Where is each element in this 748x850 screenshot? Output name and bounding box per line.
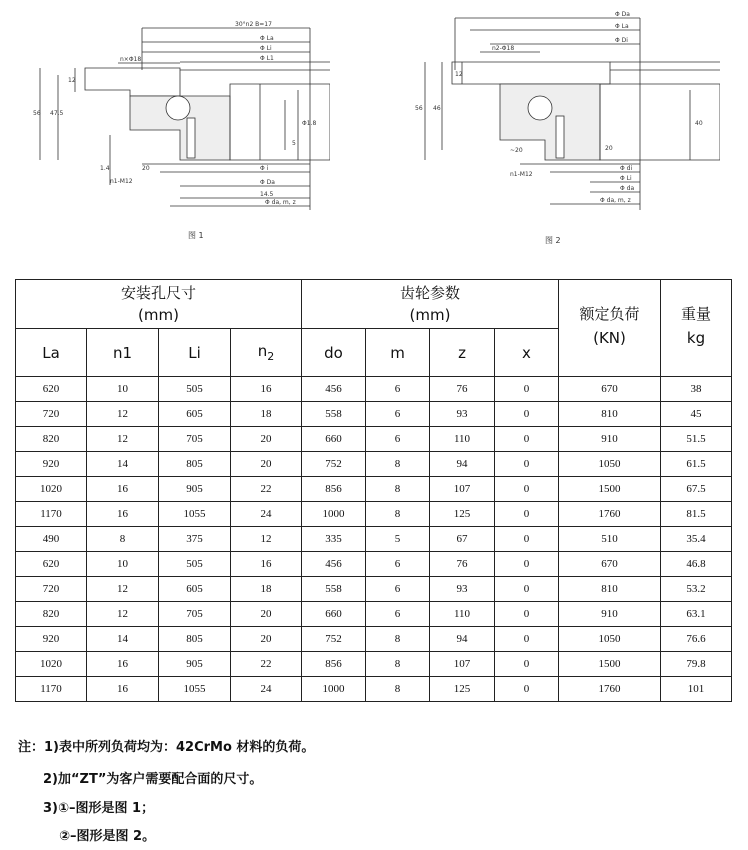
table-cell: 558 xyxy=(302,577,366,602)
table-cell: 6 xyxy=(366,427,430,452)
table-row xyxy=(16,377,732,402)
table-cell: 670 xyxy=(559,377,661,402)
fig2-dim-label: Φ da xyxy=(620,185,635,192)
col-header-Li: Li xyxy=(159,329,231,377)
table-cell: 6 xyxy=(366,377,430,402)
table-cell: 660 xyxy=(302,427,366,452)
table-cell: 510 xyxy=(559,527,661,552)
table-cell: 820 xyxy=(16,602,87,627)
note-3: 3)①–图形是图 1； xyxy=(43,801,155,816)
group-unit: (mm) xyxy=(138,306,179,324)
table-cell: 0 xyxy=(495,477,559,502)
table-cell: 856 xyxy=(302,652,366,677)
table-cell: 94 xyxy=(430,452,495,477)
fig2-dim-label: 46 xyxy=(433,105,441,112)
table-cell: 720 xyxy=(16,577,87,602)
fig2-dim-label: 12 xyxy=(455,71,463,78)
table-cell: 705 xyxy=(159,427,231,452)
table-cell: 51.5 xyxy=(661,427,732,452)
table-cell: 93 xyxy=(430,577,495,602)
fig1-dim-label: 30°n2 B=17 xyxy=(235,21,272,28)
fig2-dim-label: 40 xyxy=(695,120,703,127)
table-cell: 38 xyxy=(661,377,732,402)
table-cell: 8 xyxy=(366,627,430,652)
table-cell: 107 xyxy=(430,652,495,677)
table-cell: 5 xyxy=(366,527,430,552)
table-cell: 1170 xyxy=(16,502,87,527)
table-cell: 905 xyxy=(159,477,231,502)
n2-subscript: 2 xyxy=(267,350,275,363)
table-cell: 705 xyxy=(159,602,231,627)
figure-1-drawing xyxy=(30,0,330,250)
table-row xyxy=(16,602,732,627)
table-cell: 67 xyxy=(430,527,495,552)
note-4: ②–图形是图 2。 xyxy=(59,829,156,844)
fig2-dim-label: Φ Da xyxy=(615,11,630,18)
table-cell: 1050 xyxy=(559,627,661,652)
table-cell: 107 xyxy=(430,477,495,502)
fig1-dim-label: Φ Da xyxy=(260,179,275,186)
table-row xyxy=(16,627,732,652)
fig1-dim-label: 1.4 xyxy=(100,165,110,172)
table-cell: 93 xyxy=(430,402,495,427)
table-cell: 16 xyxy=(231,377,302,402)
fig2-dim-label: n2-Φ18 xyxy=(492,45,515,52)
header-title: 额定负荷 xyxy=(579,305,640,323)
table-cell: 0 xyxy=(495,552,559,577)
group-unit: (mm) xyxy=(409,306,451,324)
table-row xyxy=(16,402,732,427)
table-cell: 20 xyxy=(231,427,302,452)
table-row xyxy=(16,552,732,577)
fig1-dim-label: 56 xyxy=(33,110,41,117)
table-cell: 45 xyxy=(661,402,732,427)
table-cell: 8 xyxy=(366,502,430,527)
table-cell: 810 xyxy=(559,402,661,427)
table-cell: 0 xyxy=(495,502,559,527)
table-cell: 1020 xyxy=(16,652,87,677)
table-cell: 67.5 xyxy=(661,477,732,502)
table-cell: 605 xyxy=(159,402,231,427)
table-cell: 63.1 xyxy=(661,602,732,627)
table-cell: 24 xyxy=(231,502,302,527)
table-cell: 920 xyxy=(16,452,87,477)
col-header-n2 xyxy=(231,329,302,377)
fig2-dim-label: 56 xyxy=(415,105,423,112)
col-header-z: z xyxy=(430,329,495,377)
table-cell: 8 xyxy=(366,477,430,502)
table-cell: 1760 xyxy=(559,502,661,527)
table-cell: 12 xyxy=(87,577,159,602)
table-cell: 856 xyxy=(302,477,366,502)
table-row xyxy=(16,452,732,477)
table-cell: 79.8 xyxy=(661,652,732,677)
table-cell: 6 xyxy=(366,402,430,427)
table-cell: 752 xyxy=(302,452,366,477)
table-cell: 1055 xyxy=(159,502,231,527)
table-cell: 0 xyxy=(495,602,559,627)
table-cell: 6 xyxy=(366,552,430,577)
fig1-dim-label: Φ La xyxy=(260,35,274,42)
table-row xyxy=(16,652,732,677)
table-cell: 670 xyxy=(559,552,661,577)
col-header-do: do xyxy=(302,329,366,377)
table-row xyxy=(16,477,732,502)
fig1-dim-label: 12 xyxy=(68,77,76,84)
table-cell: 16 xyxy=(87,677,159,702)
header-unit: (KN) xyxy=(593,329,626,347)
table-cell: 61.5 xyxy=(661,452,732,477)
table-cell: 10 xyxy=(87,377,159,402)
table-cell: 0 xyxy=(495,677,559,702)
table-cell: 20 xyxy=(231,627,302,652)
table-cell: 16 xyxy=(231,552,302,577)
fig2-caption: 图 2 xyxy=(545,236,561,245)
table-cell: 1050 xyxy=(559,452,661,477)
table-cell: 16 xyxy=(87,477,159,502)
fig2-dim-label: Φ La xyxy=(615,23,629,30)
table-cell: 605 xyxy=(159,577,231,602)
table-cell: 6 xyxy=(366,577,430,602)
fig1-dim-label: Φ Li xyxy=(260,45,272,52)
table-row xyxy=(16,577,732,602)
rated-load-header xyxy=(559,280,661,377)
table-cell: 752 xyxy=(302,627,366,652)
table-cell: 125 xyxy=(430,677,495,702)
table-cell: 20 xyxy=(231,602,302,627)
table-cell: 558 xyxy=(302,402,366,427)
fig1-dim-label: Φ1.8 xyxy=(302,120,317,127)
table-cell: 490 xyxy=(16,527,87,552)
fig2-dim-label: 20 xyxy=(605,145,613,152)
fig1-dim-label: n×Φ18 xyxy=(120,56,142,63)
table-cell: 12 xyxy=(87,402,159,427)
fig1-dim-label: 5 xyxy=(292,140,296,147)
table-cell: 620 xyxy=(16,377,87,402)
table-cell: 820 xyxy=(16,427,87,452)
table-cell: 81.5 xyxy=(661,502,732,527)
table-cell: 8 xyxy=(366,677,430,702)
col-header-n1: n1 xyxy=(87,329,159,377)
table-cell: 1760 xyxy=(559,677,661,702)
fig2-dim-label: ~20 xyxy=(510,147,523,154)
table-cell: 110 xyxy=(430,602,495,627)
table-cell: 1170 xyxy=(16,677,87,702)
group-title: 安装孔尺寸 xyxy=(120,284,196,302)
table-cell: 1500 xyxy=(559,652,661,677)
table-cell: 46.8 xyxy=(661,552,732,577)
table-cell: 335 xyxy=(302,527,366,552)
table-cell: 0 xyxy=(495,377,559,402)
table-cell: 14 xyxy=(87,627,159,652)
col-header-m: m xyxy=(366,329,430,377)
table-cell: 810 xyxy=(559,577,661,602)
table-cell: 456 xyxy=(302,377,366,402)
table-cell: 0 xyxy=(495,427,559,452)
table-row xyxy=(16,502,732,527)
table-cell: 16 xyxy=(87,652,159,677)
table-cell: 720 xyxy=(16,402,87,427)
table-cell: 24 xyxy=(231,677,302,702)
table-cell: 18 xyxy=(231,577,302,602)
weight-header xyxy=(661,280,732,377)
table-cell: 14 xyxy=(87,452,159,477)
table-cell: 22 xyxy=(231,652,302,677)
table-cell: 1000 xyxy=(302,677,366,702)
table-cell: 12 xyxy=(87,427,159,452)
table-cell: 1500 xyxy=(559,477,661,502)
table-row xyxy=(16,677,732,702)
table-cell: 110 xyxy=(430,427,495,452)
table-cell: 76 xyxy=(430,377,495,402)
col-header-x: x xyxy=(495,329,559,377)
table-cell: 910 xyxy=(559,602,661,627)
fig2-dim-label: Φ Li xyxy=(620,175,632,182)
gear-param-group-header xyxy=(302,280,559,329)
table-cell: 910 xyxy=(559,427,661,452)
table-cell: 0 xyxy=(495,627,559,652)
table-cell: 76 xyxy=(430,552,495,577)
table-cell: 6 xyxy=(366,602,430,627)
table-cell: 805 xyxy=(159,452,231,477)
table-cell: 1055 xyxy=(159,677,231,702)
table-cell: 8 xyxy=(366,652,430,677)
fig1-dim-label: Φ L1 xyxy=(260,55,274,62)
table-cell: 1000 xyxy=(302,502,366,527)
table-row xyxy=(16,427,732,452)
table-cell: 12 xyxy=(87,602,159,627)
table-cell: 0 xyxy=(495,577,559,602)
note-1: 注：1)表中所列负荷均为：42CrMo 材料的负荷。 xyxy=(18,740,315,755)
table-cell: 0 xyxy=(495,452,559,477)
table-row xyxy=(16,527,732,552)
table-cell: 35.4 xyxy=(661,527,732,552)
table-cell: 0 xyxy=(495,652,559,677)
table-cell: 505 xyxy=(159,377,231,402)
fig1-dim-label: Φ i xyxy=(260,165,269,172)
table-cell: 101 xyxy=(661,677,732,702)
table-cell: 10 xyxy=(87,552,159,577)
table-cell: 905 xyxy=(159,652,231,677)
table-cell: 805 xyxy=(159,627,231,652)
table-cell: 505 xyxy=(159,552,231,577)
fig2-dim-label: n1-M12 xyxy=(510,171,533,178)
n2-base: n xyxy=(257,342,268,360)
table-cell: 12 xyxy=(231,527,302,552)
table-cell: 620 xyxy=(16,552,87,577)
fig1-dim-label: 14.5 xyxy=(260,191,274,198)
fig1-dim-label: Φ da, m, z xyxy=(265,199,296,206)
fig2-dim-label: Φ di xyxy=(620,165,633,172)
fig1-dim-label: 20 xyxy=(142,165,150,172)
header-title: 重量 xyxy=(680,305,711,323)
specs-table xyxy=(15,279,732,702)
mount-hole-group-header xyxy=(16,280,302,329)
table-cell: 20 xyxy=(231,452,302,477)
table-cell: 125 xyxy=(430,502,495,527)
table-cell: 0 xyxy=(495,527,559,552)
table-cell: 22 xyxy=(231,477,302,502)
table-cell: 660 xyxy=(302,602,366,627)
table-cell: 16 xyxy=(87,502,159,527)
table-cell: 920 xyxy=(16,627,87,652)
table-body xyxy=(16,377,732,702)
note-2: 2)加“ZT”为客户需要配合面的尺寸。 xyxy=(43,772,263,787)
fig2-dim-label: Φ da, m, z xyxy=(600,197,631,204)
table-cell: 375 xyxy=(159,527,231,552)
fig1-dim-label: 47.5 xyxy=(50,110,64,117)
table-cell: 8 xyxy=(87,527,159,552)
fig1-dim-label: n1-M12 xyxy=(110,178,133,185)
table-cell: 18 xyxy=(231,402,302,427)
table-cell: 8 xyxy=(366,452,430,477)
table-cell: 76.6 xyxy=(661,627,732,652)
table-cell: 1020 xyxy=(16,477,87,502)
fig1-caption: 图 1 xyxy=(188,231,204,240)
table-cell: 94 xyxy=(430,627,495,652)
fig2-dim-label: Φ Di xyxy=(615,37,628,44)
table-cell: 53.2 xyxy=(661,577,732,602)
group-title: 齿轮参数 xyxy=(399,284,460,302)
figure-2-drawing xyxy=(400,0,720,250)
col-header-La: La xyxy=(16,329,87,377)
table-cell: 456 xyxy=(302,552,366,577)
table-cell: 0 xyxy=(495,402,559,427)
header-unit: kg xyxy=(686,329,706,347)
